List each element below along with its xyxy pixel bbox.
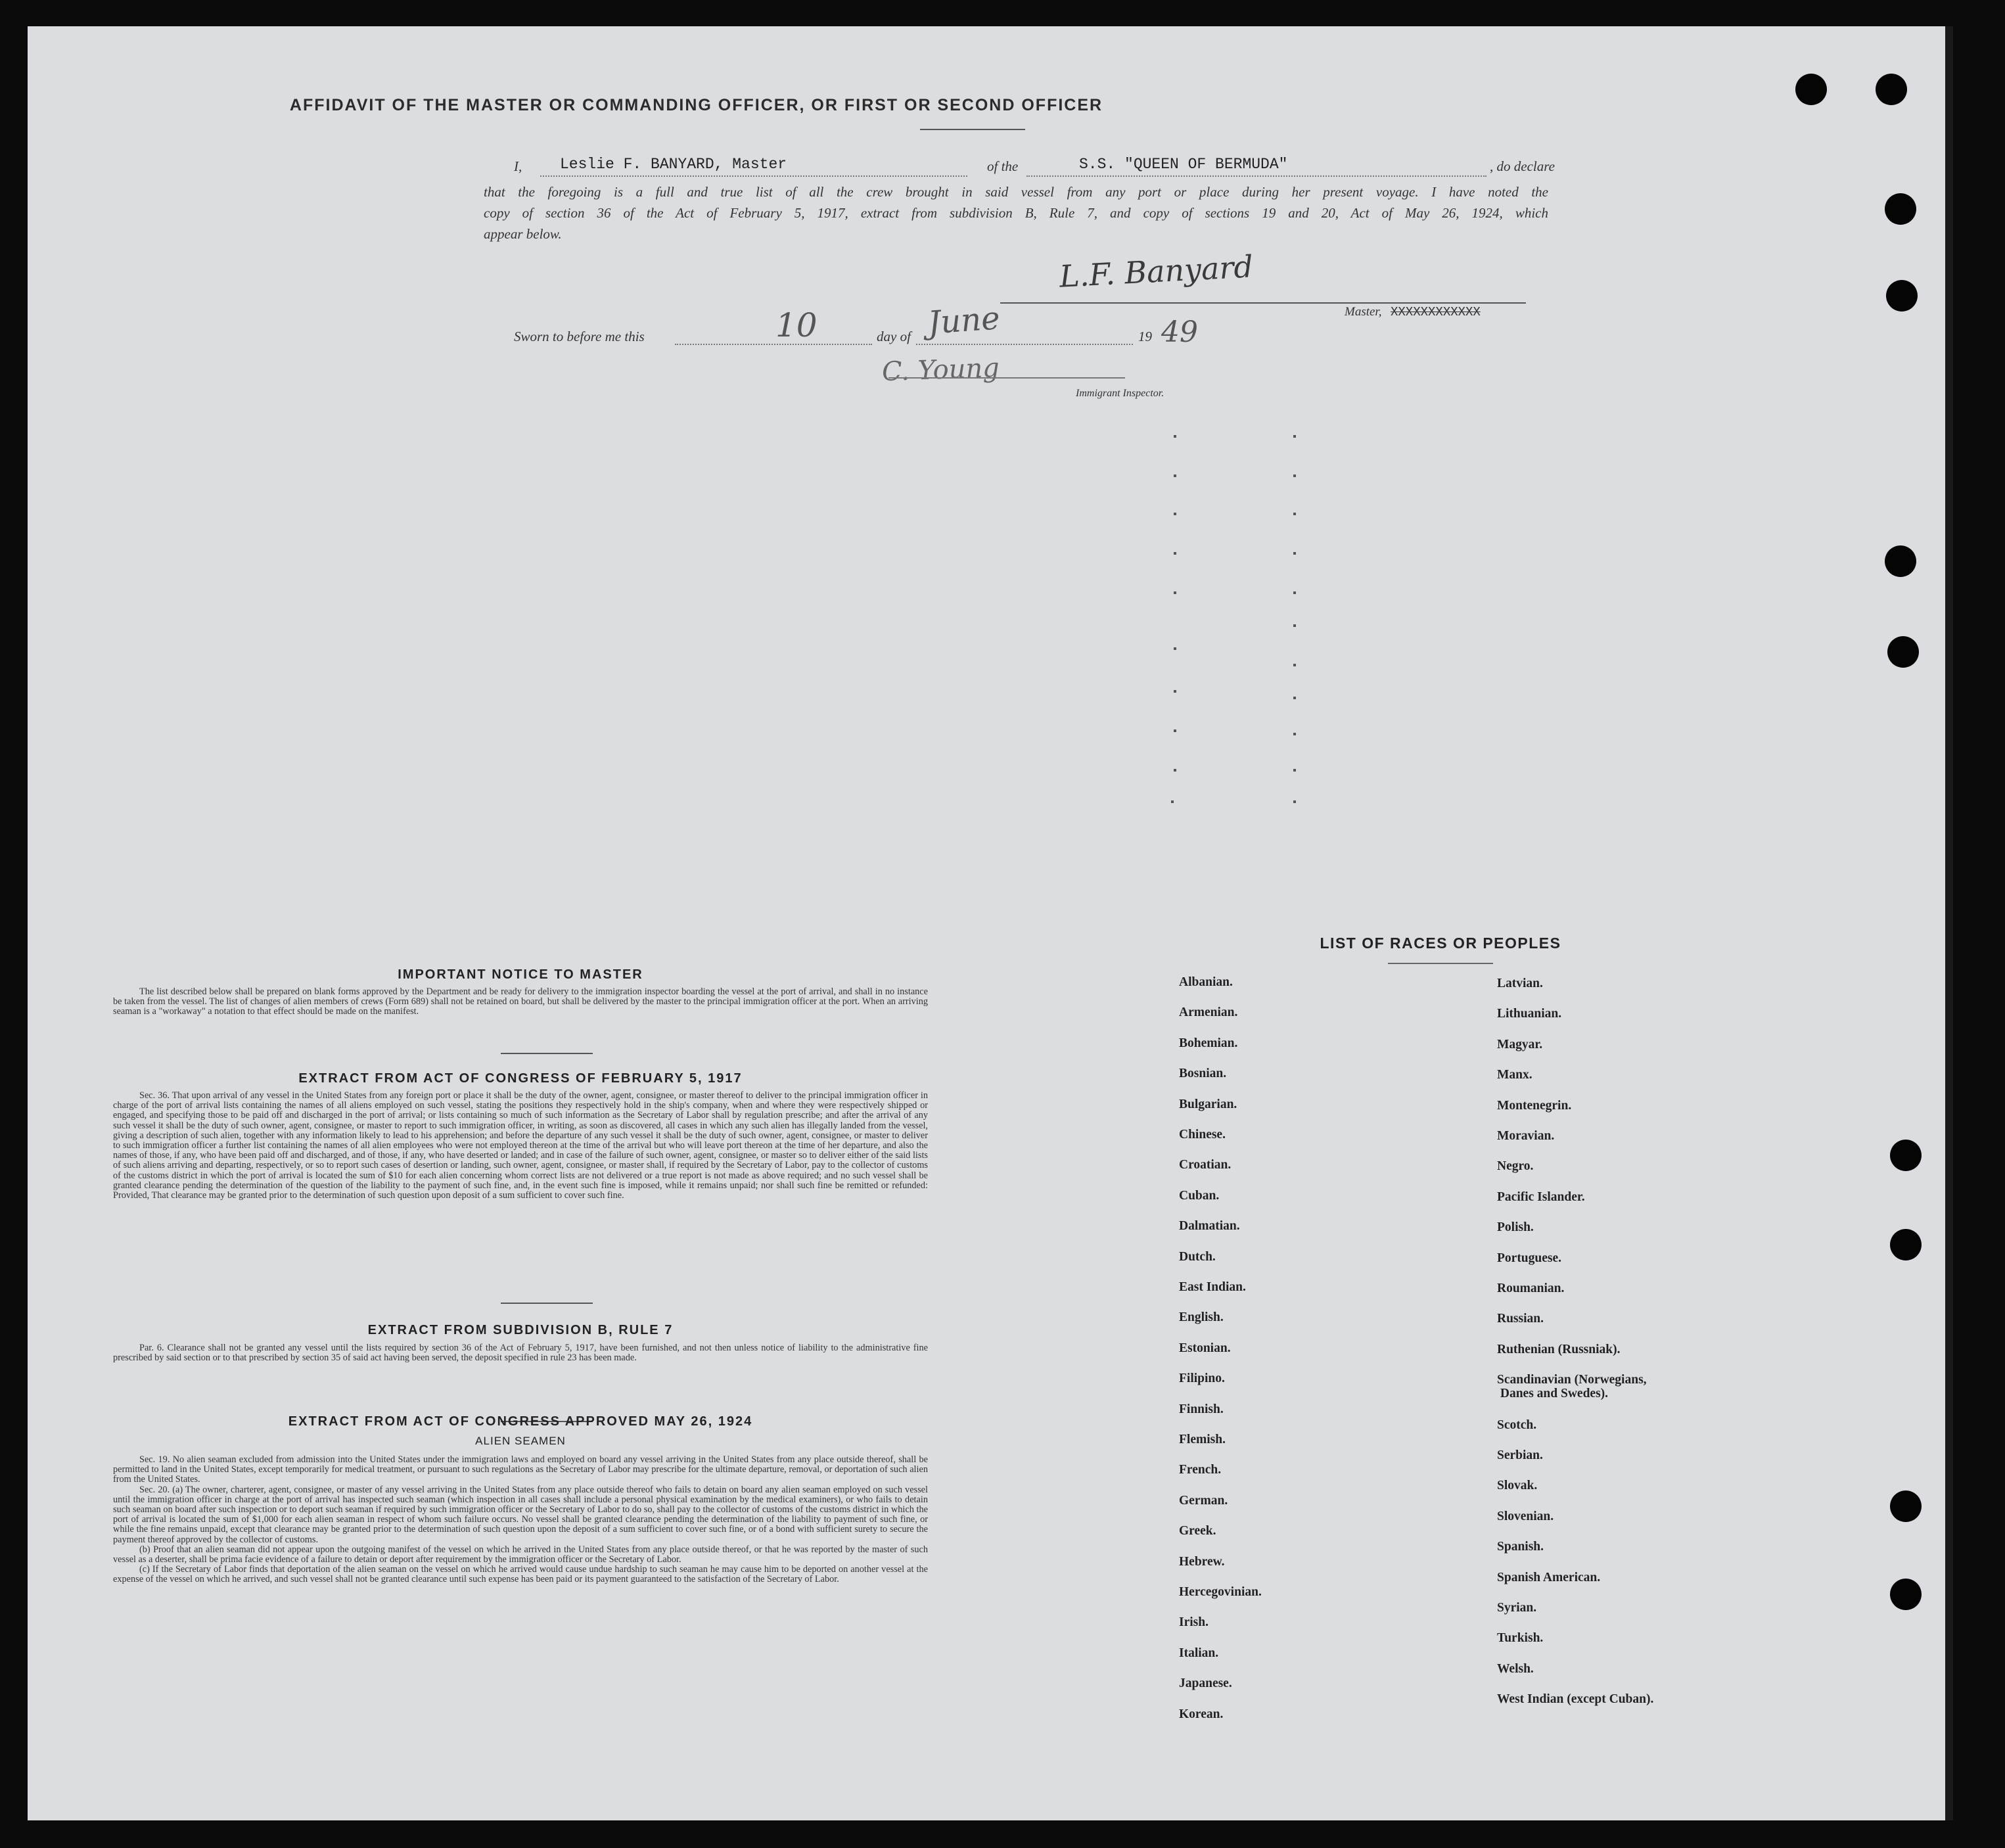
notice-title: IMPORTANT NOTICE TO MASTER	[398, 967, 643, 982]
race-item: Negro.	[1497, 1159, 1534, 1173]
month-value: June	[927, 300, 1002, 342]
vessel-blank	[1026, 175, 1486, 177]
race-item: Moravian.	[1497, 1129, 1555, 1143]
race-item: Korean.	[1179, 1707, 1224, 1721]
sec19-text: Sec. 19. No alien seaman excluded from admission into the United States under the immigration laws and employed on board any vessel arriving in the United States from any place outside thereof, shall be permitted to land in the United States, except temporarily for medical treatment, or pursuant to such regulations as the Secretary of Labor may prescribe for the ultimate departure, removal, or deportation of such alien from the United States.	[113, 1454, 928, 1485]
name-blank	[540, 175, 967, 177]
declaration-line-2: that the foregoing is a full and true list of all the crew brought in said vessel from any port or place during her present voyage. I have noted the	[484, 184, 1548, 200]
title-rule	[920, 129, 1025, 130]
race-item: Portuguese.	[1497, 1251, 1562, 1265]
punch-hole	[1886, 280, 1918, 312]
punch-hole	[1890, 1140, 1922, 1171]
struck-title: XXXXXXXXXXXX	[1391, 305, 1481, 319]
punch-hole	[1890, 1579, 1922, 1610]
race-item: Scandinavian (Norwegians, Danes and Swedes).	[1497, 1373, 1647, 1400]
race-item: Greek.	[1179, 1524, 1216, 1538]
race-item: German.	[1179, 1494, 1228, 1508]
punch-hole	[1885, 193, 1916, 225]
inspector-label: Immigrant Inspector.	[1076, 388, 1164, 399]
rule7-title: EXTRACT FROM SUBDIVISION B, RULE 7	[367, 1323, 674, 1337]
punch-hole	[1890, 1490, 1922, 1522]
master-name-field: Leslie F. BANYARD, Master	[560, 156, 787, 173]
inspector-rule	[888, 377, 1125, 379]
master-label: Master,	[1345, 305, 1382, 319]
extract-1924-subtitle: ALIEN SEAMEN	[475, 1435, 566, 1447]
race-item: Dutch.	[1179, 1250, 1216, 1264]
race-item: Albanian.	[1179, 975, 1233, 989]
race-item: Pacific Islander.	[1497, 1190, 1585, 1204]
race-item: Japanese.	[1179, 1676, 1232, 1690]
race-item: Finnish.	[1179, 1402, 1224, 1416]
race-item: Flemish.	[1179, 1433, 1226, 1446]
race-item: Irish.	[1179, 1615, 1209, 1629]
race-item: Cuban.	[1179, 1189, 1220, 1203]
signature-rule	[1000, 302, 1526, 304]
race-item: Estonian.	[1179, 1341, 1231, 1355]
extract-1924-title: EXTRACT FROM ACT OF CONGRESS APPROVED MAY 26, 1924	[288, 1414, 753, 1429]
race-item: Hebrew.	[1179, 1555, 1225, 1569]
race-item: Ruthenian (Russniak).	[1497, 1343, 1621, 1356]
do-declare-label: , do declare	[1490, 158, 1555, 174]
punch-hole	[1795, 74, 1827, 105]
race-item: Bohemian.	[1179, 1036, 1238, 1050]
race-item: Scotch.	[1497, 1418, 1537, 1432]
of-the-label: of the	[987, 158, 1019, 174]
race-item: Turkish.	[1497, 1631, 1544, 1645]
race-item: Croatian.	[1179, 1158, 1232, 1172]
race-item: Slovak.	[1497, 1479, 1538, 1492]
declaration-line-4: appear below.	[484, 226, 562, 242]
race-item: Dalmatian.	[1179, 1219, 1240, 1233]
notice-rule	[501, 1053, 593, 1054]
inspector-signature: C. Young	[881, 352, 1000, 388]
year-prefix: 19	[1138, 329, 1152, 344]
race-item: Italian.	[1179, 1646, 1219, 1660]
races-title: LIST OF RACES OR PEOPLES	[1320, 935, 1561, 952]
extract-1924-body	[113, 1455, 928, 1585]
master-signature: L.F. Banyard	[1058, 248, 1255, 294]
race-item: Roumanian.	[1497, 1282, 1565, 1295]
race-item: Magyar.	[1497, 1038, 1543, 1051]
day-blank	[675, 344, 872, 345]
race-item: East Indian.	[1179, 1280, 1246, 1294]
sec20a-text: Sec. 20. (a) The owner, charterer, agent, consignee, or master of any vessel arriving in the United States from any place outside thereof who fails to detain on board any alien seaman employed on such vessel until the immigration officer in charge at the port of arrival has inspected such seaman (which inspection in all cases shall include a personal physical examination by the medical examiners), or who fails to detain such seaman on board after such inspection or to deport such seaman if required by such immigration officer or the Secretary of Labor to do so, shall pay to the collector of customs of the customs district in which the port of arrival is located the sum of $1,000 for each alien seaman in respect of whom such failure occurs. No vessel shall be granted clearance pending the determination of the liability to payment of such fine, or while the fine remains unpaid, except that clearance may be granted prior to the determination of such question upon the deposit of a sum sufficient to cover such fine, or of a bond with sufficient surety to secure the payment thereof approved by the collector of customs.	[113, 1484, 928, 1545]
sec20c-text: (c) If the Secretary of Labor finds that deportation of the alien seaman on the vessel on which he arrived would cause undue hardship to such seaman he may cause him to be deported on another vessel at the expense of the vessel on which he arrived, and such vessel shall not be granted clearance until such expense has been paid or its payment guaranteed to the satisfaction of the Secretary of Labor.	[113, 1564, 928, 1585]
race-item: French.	[1179, 1463, 1222, 1477]
race-item: Syrian.	[1497, 1601, 1537, 1615]
declaration-line-3: copy of section 36 of the Act of February 5, 1917, extract from subdivision B, Rule 7, and copy of sections 19 and 20, Act of May 26, 1924, which	[484, 205, 1548, 221]
race-item: Spanish.	[1497, 1540, 1544, 1554]
month-blank	[916, 344, 1133, 345]
race-item: Slovenian.	[1497, 1510, 1554, 1523]
race-item: Bosnian.	[1179, 1067, 1227, 1080]
races-rule	[1388, 963, 1493, 964]
race-item: Armenian.	[1179, 1005, 1238, 1019]
race-item: Polish.	[1497, 1220, 1534, 1234]
declaration-line-1	[488, 156, 1592, 182]
race-item: Bulgarian.	[1179, 1097, 1237, 1111]
extract-1917-rule	[501, 1303, 593, 1304]
day-value: 10	[775, 306, 818, 344]
sec20b-text: (b) Proof that an alien seaman did not appear upon the outgoing manifest of the vessel on which he arrived in the United States from any place outside thereof, or that he was reported by the master of such vessel as a deserter, shall be prima facie evidence of a failure to detain or deport after requirement by the immigration officer or the Secretary of Labor.	[113, 1544, 928, 1565]
race-item: Serbian.	[1497, 1448, 1543, 1462]
page-right-border	[1945, 26, 1953, 1820]
race-item: Chinese.	[1179, 1128, 1226, 1142]
extract-1917-title: EXTRACT FROM ACT OF CONGRESS OF FEBRUARY 5, 1917	[298, 1071, 743, 1086]
notice-text: The list described below shall be prepared on blank forms approved by the Department and be ready for delivery to the immigration inspector boarding the vessel at the port of arrival, and shall in no instance be taken from the vessel. The list of changes of alien members of crews (Form 689) shall not be retained on board, but shall be delivered by the master to the principal immigration officer at the port. When an arriving seaman is a "workaway" a notation to that effect should be made on the manifest.	[113, 986, 928, 1017]
punch-hole	[1885, 545, 1916, 577]
race-item: Russian.	[1497, 1312, 1544, 1326]
year-value: 49	[1161, 315, 1198, 349]
race-item: English.	[1179, 1310, 1224, 1324]
race-item: Hercegovinian.	[1179, 1585, 1262, 1599]
extract-1917-text: Sec. 36. That upon arrival of any vessel in the United States from any foreign port or place it shall be the duty of the owner, agent, consignee, or master thereof to deliver to the principal immigration officer in charge of the port of arrival lists containing the names of all aliens employed on such vessel, stating the positions they respectively hold in the ship's company, when and where they were respectively shipped or engaged, and specifying those to be paid off and discharged in the port of arrival; or lists containing so much of such information as the Secretary of Labor shall by regulation prescribe; and after the arrival of any such vessel it shall be the duty of such owner, agent, consignee, or master to report to such immigration officer, in writing, as soon as discovered, all cases in which any such alien has illegally landed from the vessel, giving a description of such alien, together with any information likely to lead to his apprehension; and before the departure of any such vessel it shall be the duty of such owner, agent, consignee, or master to deliver to such immigration officer a further list containing the names of all alien employees who were not employed thereon at the time of the arrival but who will leave port thereon at the time of her departure, and also the names of those, if any, who have been paid off and discharged, and of those, if any, who have deserted or landed; and in case of the failure of such owner, agent, consignee, or master so to deliver either of the said lists of such aliens arriving and departing, respectively, or so to report such cases of desertion or landing, such owner, agent, consignee, or master shall, if required by the Secretary of Labor, pay to the collector of customs of the customs district in which the port of arrival is located the sum of $10 for each alien concerning whom correct lists are not delivered or a true report is not made as above required; and no such vessel shall be granted clearance pending the determination of the question of the liability to the payment of such fine, and, in the event such fine is imposed, while it remains unpaid; nor shall such fine be remitted or refunded: Provided, That clearance may be granted prior to the determination of such question upon deposit of a sum sufficient to cover such fine.	[113, 1090, 928, 1201]
sworn-label: Sworn to before me this	[514, 329, 645, 344]
race-item: Montenegrin.	[1497, 1099, 1572, 1113]
race-item: West Indian (except Cuban).	[1497, 1692, 1654, 1706]
race-item: Filipino.	[1179, 1372, 1225, 1385]
affidavit-title: AFFIDAVIT OF THE MASTER OR COMMANDING OFFICER, OR FIRST OR SECOND OFFICER	[289, 96, 1103, 114]
punch-hole	[1890, 1229, 1922, 1260]
punch-hole	[1876, 74, 1907, 105]
race-item: Lithuanian.	[1497, 1007, 1562, 1021]
vessel-name-field: S.S. "QUEEN OF BERMUDA"	[1079, 156, 1288, 173]
faint-column-marks	[1164, 421, 1348, 841]
punch-hole	[1887, 636, 1919, 668]
document-page	[28, 26, 1953, 1820]
race-item: Welsh.	[1497, 1662, 1534, 1676]
rule7-text: Par. 6. Clearance shall not be granted any vessel until the lists required by section 36 of the Act of February 5, 1917, have been furnished, and not then unless notice of liability to the administrative fine prescribed by said section or to that prescribed by section 35 of said act having been served, the deposit specified in rule 23 has been made.	[113, 1343, 928, 1364]
i-label: I,	[514, 158, 522, 174]
race-item: Manx.	[1497, 1068, 1533, 1082]
race-item: Latvian.	[1497, 977, 1543, 990]
race-item: Spanish American.	[1497, 1571, 1601, 1584]
day-of-label: day of	[877, 329, 911, 344]
